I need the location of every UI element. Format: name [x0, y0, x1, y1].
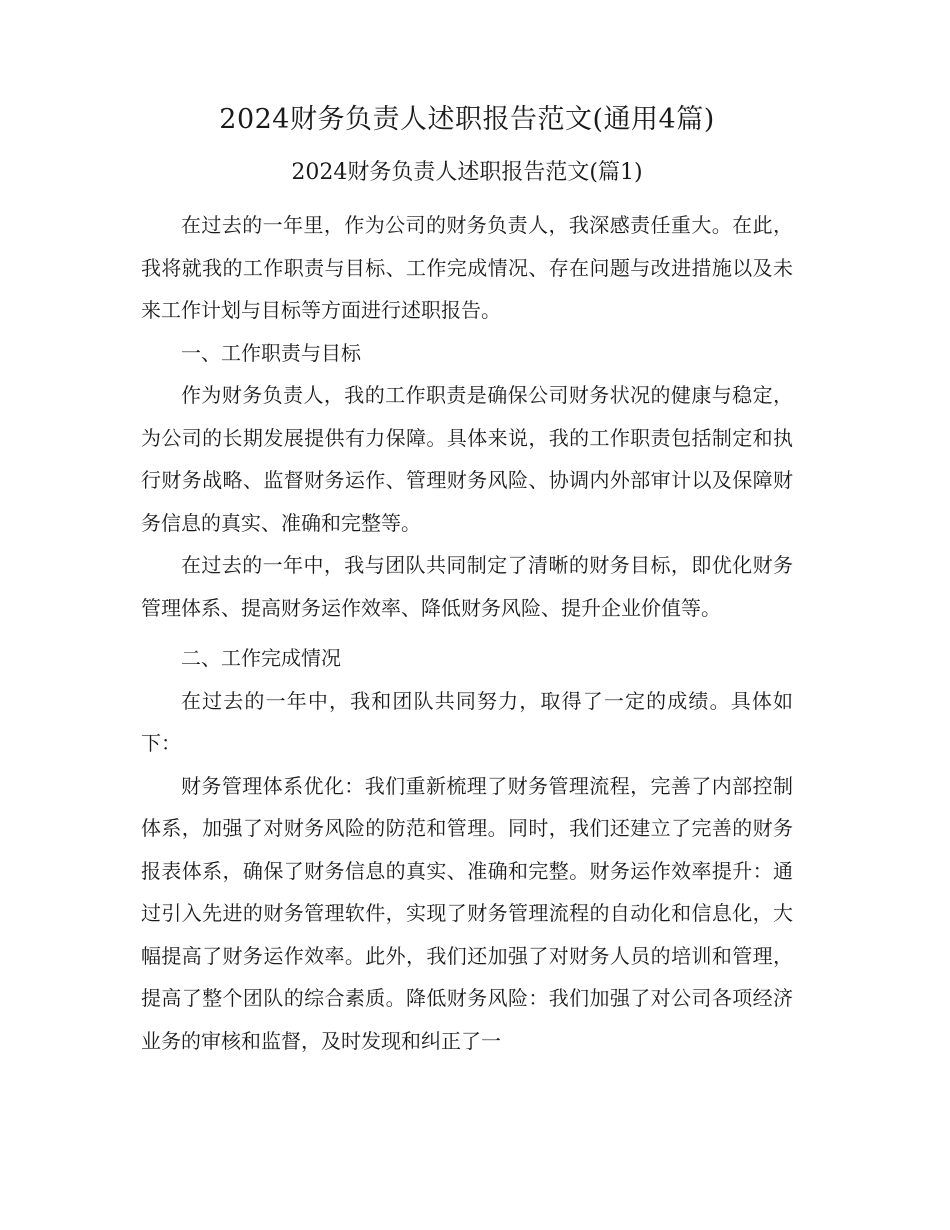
goals-paragraph: 在过去的一年中，我与团队共同制定了清晰的财务目标，即优化财务管理体系、提高财务运作效率、降低财务风险、提升企业价值等。: [141, 553, 793, 620]
section-heading-completion: 二、工作完成情况: [181, 646, 341, 670]
intro-paragraph: 在过去的一年里，作为公司的财务负责人，我深感责任重大。在此，我将就我的工作职责与目标、工作完成情况、存在问题与改进措施以及未来工作计划与目标等方面进行述职报告。: [141, 213, 793, 322]
completion-details-paragraph: 财务管理体系优化：我们重新梳理了财务管理流程，完善了内部控制体系，加强了对财务风险的防范和管理。同时，我们还建立了完善的财务报表体系，确保了财务信息的真实、准确和完整。财务运作效率提升：通过引入先进的财务管理软件，实现了财务管理流程的自动化和信息化，大幅提高了财务运作效率。此外，我们还加强了对财务人员的培训和管理，提高了整个团队的综合素质。降低财务风险：我们加强了对公司各项经济业务的审核和监督，及时发现和纠正了一: [141, 773, 793, 1053]
document-title: 2024财务负责人述职报告范文(通用4篇): [219, 104, 715, 135]
document-subtitle: 2024财务负责人述职报告范文(篇1): [291, 160, 643, 185]
completion-intro-paragraph: 在过去的一年中，我和团队共同努力，取得了一定的成绩。具体如下：: [141, 688, 793, 755]
document-content: [141, 98, 793, 1062]
document-body: [141, 204, 793, 1062]
section-heading-duties: 一、工作职责与目标: [181, 340, 361, 365]
duties-paragraph: 作为财务负责人，我的工作职责是确保公司财务状况的健康与稳定，为公司的长期发展提供有力保障。具体来说，我的工作职责包括制定和执行财务战略、监督财务运作、管理财务风险、协调内外部审计以及保障财务信息的真实、准确和完整等。: [141, 383, 793, 535]
